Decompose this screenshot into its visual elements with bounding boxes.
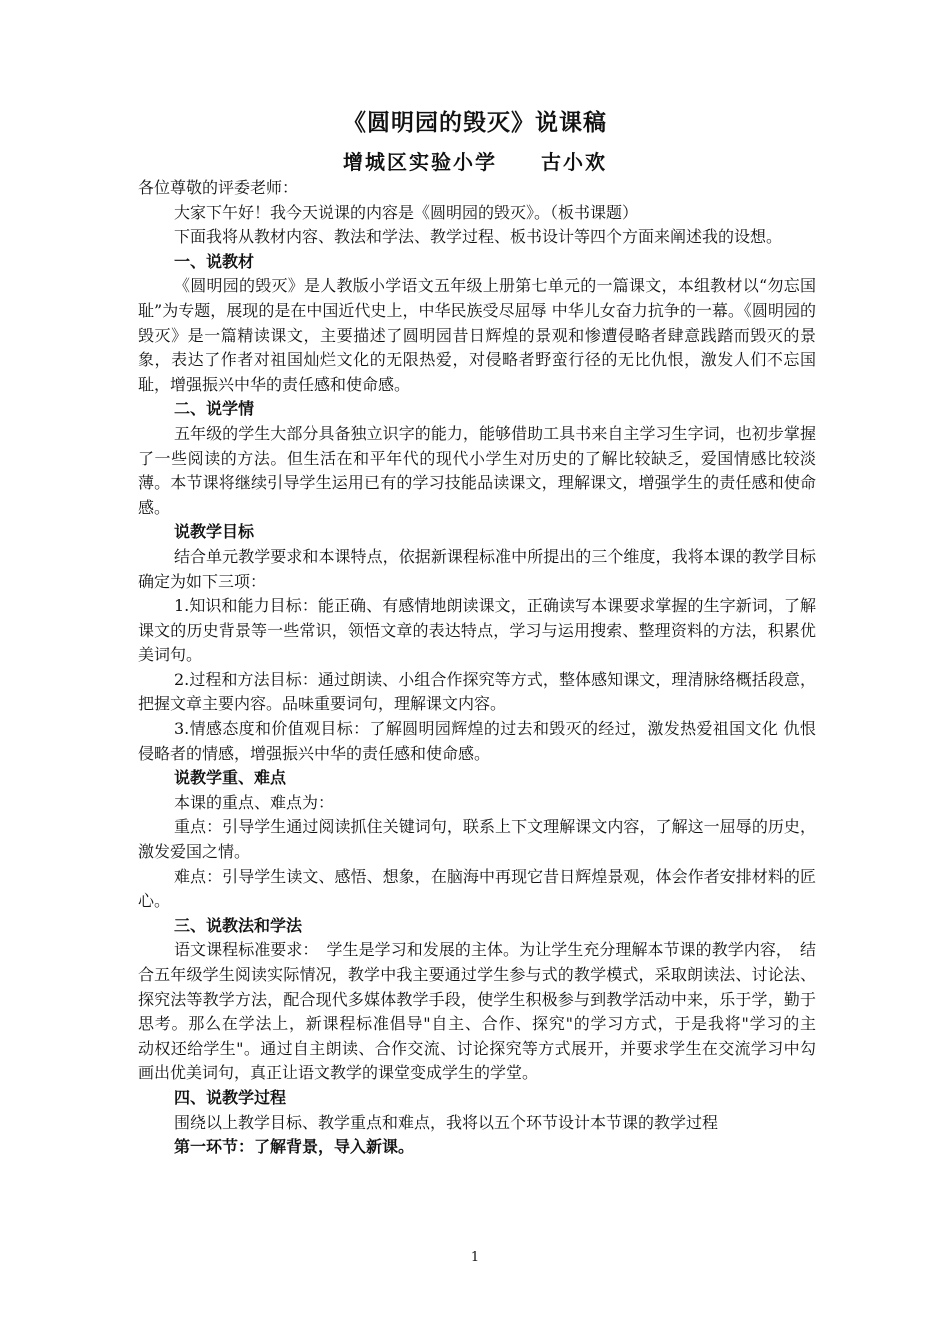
section-heading-process: 四、说教学过程 — [174, 1087, 287, 1107]
paragraph-greeting: 大家下午好！我今天说课的内容是《圆明园的毁灭》。（板书课题） — [174, 202, 639, 222]
page-number: 1 — [470, 1250, 480, 1265]
paragraph-outline: 下面我将从教材内容、教法和学法、教学过程、板书设计等四个方面来阐述我的设想。 — [174, 227, 783, 247]
section-heading-methods: 三、说教法和学法 — [174, 915, 303, 935]
author-line: 增城区实验小学 古小欢 — [343, 150, 607, 174]
paragraph-difficulty: 难点：引导学生读文、感悟、想象，在脑海中再现它昔日辉煌景观，体会作者安排材料的匠心。 — [138, 866, 816, 911]
paragraph-goal-1: 1.知识和能力目标：能正确、有感情地朗读课文，正确读写本课要求掌握的生字新词，了解课文的历史背景等一些常识，领悟文章的表达特点，学习与运用搜索、整理资料的方法，积累优美词句。 — [138, 596, 816, 665]
section-heading-goals: 说教学目标 — [174, 522, 255, 542]
subheading-step-one: 第一环节：了解背景，导入新课。 — [174, 1137, 415, 1157]
paragraph-key-intro: 本课的重点、难点为： — [174, 792, 335, 812]
salutation: 各位尊敬的评委老师： — [138, 178, 299, 197]
section-heading-textbook: 一、说教材 — [174, 251, 255, 271]
paragraph-methods: 语文课程标准要求： 学生是学习和发展的主体。为让学生充分理解本节课的教学内容， 结合五年级学生阅读实际情况，教学中我主要通过学生参与式的教学模式，采取朗读法、讨论法、探究法等教学方法，配合现代多媒体教学手段，使学生积极参与到教学活动中来，乐于学，勤于思考。那么在学法上，新课程标准倡导"自主、合作、探究"的学习方式，于是我将"学习的主 动权还给学生"。通过自主朗读、合作交流、讨论探究等方式展开，并要求学生在交流学习中勾画出优美词句，真正让语文教学的课堂变成学生的学堂。 — [138, 940, 833, 1083]
paragraph-goal-3: 3.情感态度和价值观目标：了解圆明园辉煌的过去和毁灭的经过，激发热爱祖国文化 仇恨侵略者的情感，增强振兴中华的责任感和使命感。 — [138, 719, 816, 763]
document-title: 《圆明园的毁灭》说课稿 — [343, 109, 607, 136]
paragraph-goals-intro: 结合单元教学要求和本课特点，依据新课程标准中所提出的三个维度，我将本课的教学目标确定为如下三项： — [138, 546, 816, 591]
document-body — [138, 176, 833, 1160]
section-heading-key-points: 说教学重、难点 — [174, 768, 287, 788]
paragraph-students: 五年级的学生大部分具备独立识字的能力，能够借助工具书来自主学习生字词，也初步掌握了一些阅读的方法。但生活在和平年代的现代小学生对历史的了解比较缺乏，爱国情感比较淡薄。本节课将继续引导学生运用已有的学习技能品读课文，理解课文，增强学生的责任感和使命感。 — [138, 423, 816, 517]
paragraph-textbook: 《圆明园的毁灭》是人教版小学语文五年级上册第七单元的一篇课文，本组教材以“勿忘国耻”为专题，展现的是在中国近代史上，中华民族受尽屈辱 中华儿女奋力抗争的一幕。《圆明园的毁灭》是一篇精读课文，主要描述了圆明园昔日辉煌的景观和惨遭侵略者肆意践踏而毁灭的景象，表达了作者对祖国灿烂文化的无限热爱，对侵略者野蛮行径的无比仇恨，激发人们不忘国耻，增强振兴中华的责任感和使命感。 — [138, 276, 816, 394]
paragraph-goal-2: 2.过程和方法目标：通过朗读、小组合作探究等方式，整体感知课文，理清脉络概括段意，把握文章主要内容。品味重要词句，理解课文内容。 — [138, 669, 816, 714]
section-heading-students: 二、说学情 — [174, 399, 255, 419]
paragraph-process: 围绕以上教学目标、教学重点和难点，我将以五个环节设计本节课的教学过程 — [174, 1112, 719, 1132]
paragraph-key-point: 重点：引导学生通过阅读抓住关键词句，联系上下文理解课文内容，了解这一屈辱的历史，激发爱国之情。 — [138, 817, 816, 862]
